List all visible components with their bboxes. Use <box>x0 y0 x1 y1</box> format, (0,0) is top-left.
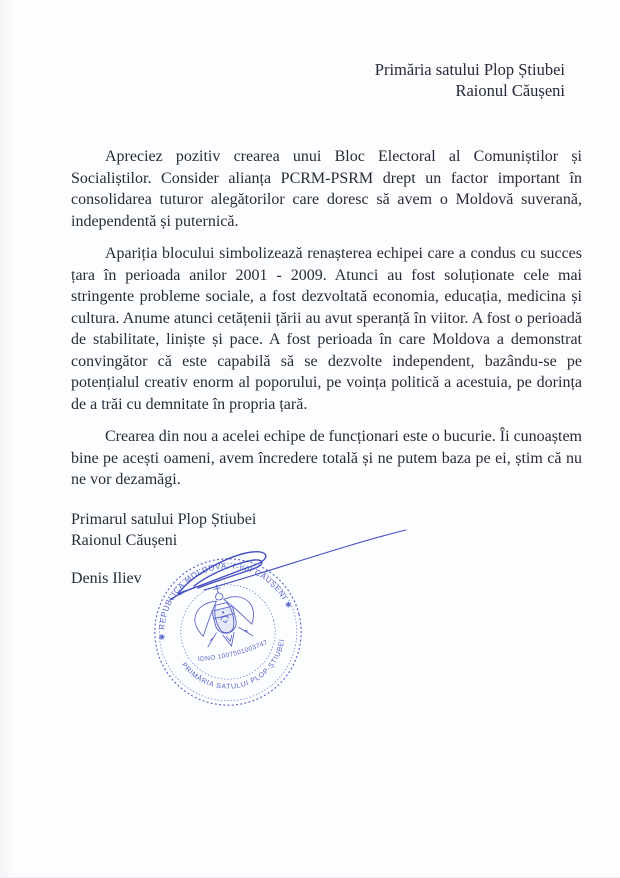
letterhead <box>375 59 565 101</box>
body-paragraph-1: Apreciez pozitiv crearea unui Bloc Electoral al Comuniștilor și Socialiștilor. Consider alianța PCRM-PSRM drept un factor important în consolidarea tuturor alegătorilor care doresc să avem o Moldovă suverană, independentă și puternică. <box>71 148 582 230</box>
coat-of-arms-icon <box>188 578 261 653</box>
body-paragraph-3: Crearea din nou a acelei echipe de funcționari este o bucurie. Îi cunoaștem bine pe acești oameni, avem încredere totală și ne putem baza pe ei, știm că nu ne vor dezamăgi. <box>71 428 582 488</box>
signer-name: Denis Iliev <box>71 570 142 587</box>
letter-body <box>71 146 582 502</box>
signoff-title-line-1: Primarul satului Plop Știubei <box>71 511 257 528</box>
signoff-title-line-2: Raionul Căușeni <box>71 532 178 549</box>
stamp-inner-ring <box>171 575 285 689</box>
signoff-block <box>71 509 256 589</box>
stamp-idno-text: IDNO 1007501003747 <box>197 639 269 664</box>
letterhead-line-2: Raionul Căușeni <box>455 81 565 100</box>
body-paragraph-2: Apariția blocului simbolizează renașterea echipei care a condus cu succes țara în perioada anilor 2001 - 2009. Atunci au fost soluționate cele mai stringente probleme sociale, a fost dezvoltată economia, educația, medicina și cultura. Anume atunci cetățenii țării au avut speranță în viitor. A fost o perioadă de stabilitate, liniște și pace. A fost perioada în care Moldova a demonstrat convingător că este capabilă să se dezvolte independent, bazându-se pe potențialul creativ enorm al poporului, pe voința politică a acestuia, pe dorința de a trăi cu demnitate în propria țară. <box>71 245 582 413</box>
letterhead-line-1: Primăria satului Plop Știubei <box>374 60 565 79</box>
stamp-arc-bottom-text: PRIMĂRIA SATULUI PLOP-ȘTIUBEI <box>179 638 287 691</box>
stamp-arc-top-text: ✱ REPUBLICA MOLDOVA, r-nul CĂUȘENI ✱ <box>157 561 294 641</box>
